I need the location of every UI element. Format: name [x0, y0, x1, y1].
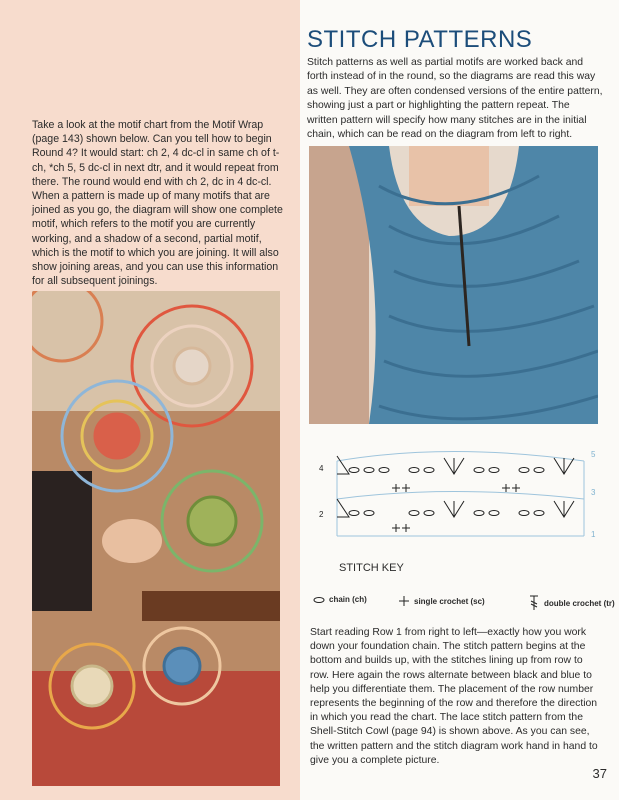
diagram-row-label-4: 4: [319, 464, 324, 473]
key-item-chain: [313, 595, 367, 604]
key-item-double-crochet: [528, 595, 615, 611]
key-label-double-crochet: double crochet (tr): [544, 598, 615, 608]
single-crochet-icon: [398, 595, 410, 607]
intro-paragraph: Stitch patterns as well as partial motifs are worked back and forth instead of in the round, so the diagrams are read this way as well. They are often condensed versions of the entire pattern, showing just a part or highlighting the pattern repeat. The written pattern will specify how many stitches are in the initial chain, which can be read on the diagram from left to right.: [307, 57, 603, 141]
stitch-diagram: [309, 444, 605, 544]
chain-icon: [313, 596, 325, 604]
stitch-key-title: STITCH KEY: [339, 562, 404, 574]
double-crochet-icon: [528, 595, 540, 611]
shell-stitch-cowl-photo: [309, 146, 598, 424]
diagram-row-label-2: 2: [319, 510, 324, 519]
page-number: 37: [592, 766, 607, 781]
body-paragraph: Start reading Row 1 from right to left—exactly how you work down your foundation chain. The stitch pattern begins at the bottom and builds up, with the stitches lining up from row to row. Here again the rows alternate between black and blue to help you differentiate them. The placement of the row number represents the beginning of the row and therefore the direction in which you read the chart. The lace stitch pattern from the Shell-Stitch Cowl (page 94) is shown above. As you can see, the written pattern and the stitch diagram work hand in hand to give you a complete picture.: [310, 627, 598, 766]
key-item-single-crochet: [398, 595, 485, 607]
motif-wrap-photo: [32, 291, 280, 786]
key-label-single-crochet: single crochet (sc): [414, 596, 485, 606]
diagram-row-label-3: 3: [591, 488, 596, 497]
left-paragraph: Take a look at the motif chart from the Motif Wrap (page 143) shown below. Can you tell how to begin Round 4? It would start: ch 2, 4 dc-cl in same ch of t-ch, *ch 5, 5 dc-cl in next dtr, and it would repeat from there. The round would end with ch 2, dc in 4 dc-cl. When a pattern is made up of many motifs that are joined as you go, the diagram will show one complete motif, which refers to the motif you are currently working, and a shadow of a second, partial motif, which is the motif to which you are joining. It will also show joining areas, and you can use this information for all subsequent joinings.: [32, 119, 283, 288]
diagram-row-label-1: 1: [591, 530, 596, 539]
diagram-row-label-5: 5: [591, 450, 596, 459]
page-title: STITCH PATTERNS: [307, 26, 533, 53]
key-label-chain: chain (ch): [329, 595, 367, 604]
